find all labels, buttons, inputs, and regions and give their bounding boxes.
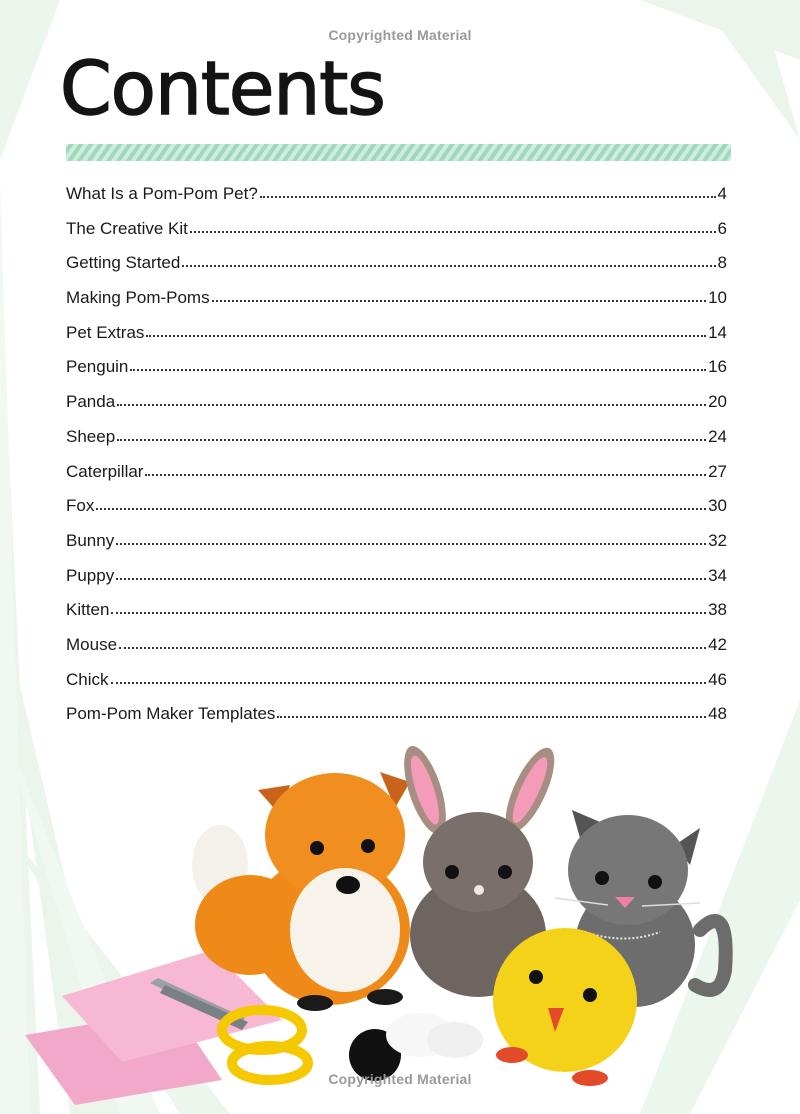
toc-entry-page: 14 bbox=[708, 322, 727, 342]
dot-leader bbox=[190, 230, 716, 233]
dot-leader bbox=[182, 264, 715, 267]
toc-entry[interactable] bbox=[66, 323, 727, 358]
toc-entry[interactable] bbox=[66, 704, 727, 739]
dot-leader bbox=[111, 611, 706, 614]
toc-entry[interactable] bbox=[66, 566, 727, 601]
dot-leader bbox=[116, 542, 706, 545]
toc-entry-page: 48 bbox=[708, 704, 727, 724]
decorative-rope-divider bbox=[66, 144, 731, 161]
toc-entry-title: Mouse bbox=[66, 634, 118, 654]
toc-entry[interactable] bbox=[66, 635, 727, 670]
toc-entry[interactable] bbox=[66, 288, 727, 323]
toc-entry-title: Penguin bbox=[66, 357, 129, 377]
copyright-watermark-top: Copyrighted Material bbox=[328, 27, 472, 43]
toc-entry-title: The Creative Kit bbox=[66, 218, 188, 238]
dot-leader bbox=[117, 438, 706, 441]
toc-entry-page: 6 bbox=[717, 218, 727, 238]
toc-entry-title: What Is a Pom-Pom Pet? bbox=[66, 184, 258, 203]
toc-entry[interactable] bbox=[66, 531, 727, 566]
toc-entry-title: Bunny bbox=[66, 530, 115, 550]
toc-entry-page: 42 bbox=[708, 634, 727, 654]
dot-leader bbox=[111, 681, 707, 684]
toc-entry-title: Kitten bbox=[66, 600, 110, 620]
table-of-contents bbox=[66, 184, 727, 739]
toc-entry-page: 46 bbox=[708, 669, 727, 689]
dot-leader bbox=[145, 473, 706, 476]
toc-entry-title: Chick bbox=[66, 669, 109, 689]
dot-leader bbox=[116, 577, 706, 580]
toc-entry-title: Making Pom-Poms bbox=[66, 288, 210, 308]
toc-entry[interactable] bbox=[66, 219, 727, 254]
dot-leader bbox=[212, 299, 706, 302]
dot-leader bbox=[277, 715, 706, 718]
toc-entry[interactable] bbox=[66, 357, 727, 392]
toc-entry[interactable] bbox=[66, 253, 727, 288]
toc-entry-page: 8 bbox=[717, 253, 727, 273]
toc-entry-title: Pet Extras bbox=[66, 322, 145, 342]
toc-entry[interactable] bbox=[66, 462, 727, 497]
dot-leader bbox=[117, 403, 706, 406]
toc-entry-title: Pom-Pom Maker Templates bbox=[66, 704, 276, 724]
dot-leader bbox=[130, 368, 706, 371]
toc-entry-page: 30 bbox=[708, 496, 727, 516]
pompom-pets-illustration bbox=[0, 730, 800, 1114]
copyright-watermark-bottom: Copyrighted Material bbox=[328, 1071, 472, 1087]
page-title: Contents bbox=[60, 46, 385, 132]
toc-entry-title: Getting Started bbox=[66, 253, 181, 273]
toc-entry[interactable] bbox=[66, 184, 727, 219]
toc-entry-page: 24 bbox=[708, 426, 727, 446]
toc-entry-title: Caterpillar bbox=[66, 461, 144, 481]
toc-entry-page: 38 bbox=[708, 600, 727, 620]
toc-entry[interactable] bbox=[66, 496, 727, 531]
toc-entry-title: Fox bbox=[66, 496, 95, 516]
toc-entry[interactable] bbox=[66, 600, 727, 635]
toc-entry[interactable] bbox=[66, 670, 727, 705]
toc-entry-title: Panda bbox=[66, 392, 116, 412]
toc-entry-title: Puppy bbox=[66, 565, 115, 585]
toc-entry-page: 32 bbox=[708, 530, 727, 550]
toc-entry-page: 34 bbox=[708, 565, 727, 585]
toc-entry-page: 20 bbox=[708, 392, 727, 412]
toc-entry-page: 4 bbox=[717, 184, 727, 203]
toc-entry-title: Sheep bbox=[66, 426, 116, 446]
dot-leader bbox=[260, 195, 716, 198]
toc-entry[interactable] bbox=[66, 427, 727, 462]
dot-leader bbox=[119, 646, 706, 649]
toc-entry-page: 27 bbox=[708, 461, 727, 481]
chick-pompom bbox=[493, 928, 637, 1086]
toc-entry-page: 10 bbox=[708, 288, 727, 308]
toc-entry-page: 16 bbox=[708, 357, 727, 377]
toc-entry[interactable] bbox=[66, 392, 727, 427]
dot-leader bbox=[96, 507, 706, 510]
dot-leader bbox=[146, 334, 706, 337]
